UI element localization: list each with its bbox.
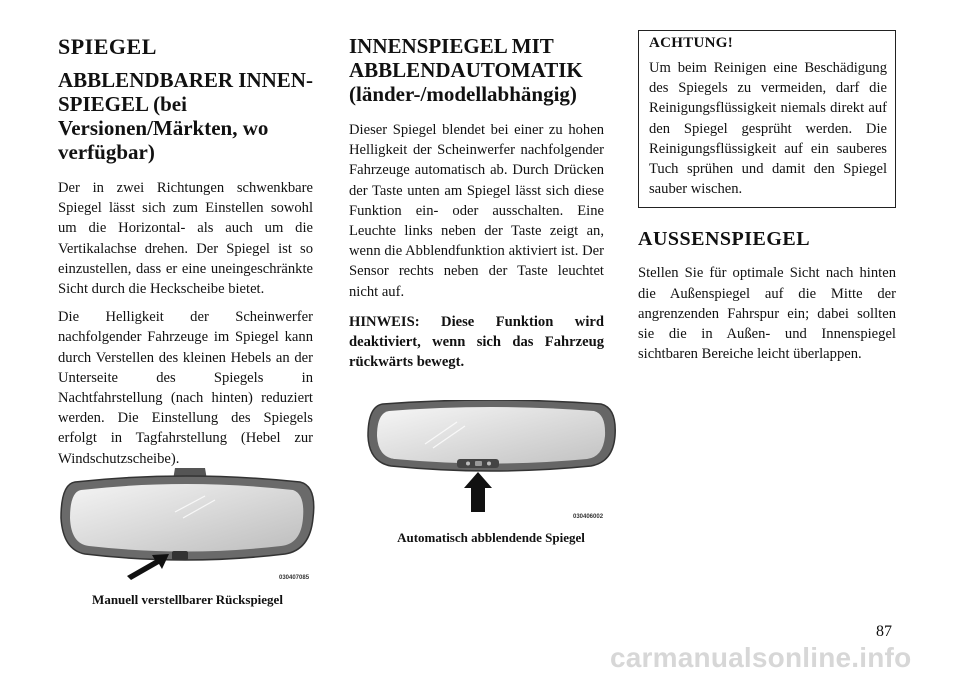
- page-number: 87: [876, 623, 892, 640]
- paragraph-mirror-adjust: Der in zwei Richtungen schwenkbare Spiegel lässt sich zum Einstellen sowohl um die Horizontal- als auch um die Vertikalachse drehen. Der Spiegel ist so einzustellen, dass er eine uneingeschränkte Sicht durch die Heckscheibe bietet.: [58, 180, 313, 298]
- warning-text: Um beim Reinigen eine Beschädigung des Spiegels zu vermeiden, darf die Reinigungsflüssigkeit niemals direkt auf den Spiegel gesprüht werden. Die Reinigungsflüssigkeit auf ein sauberes Tuch sprühen und damit den Spiegel sauber wischen.: [649, 60, 887, 198]
- subsection-title-dimmable-mirror: ABBLENDBARER INNEN-SPIEGEL (bei Versionen/Märkten, wo verfügbar): [58, 68, 313, 164]
- warning-box: [638, 30, 896, 208]
- figure-code: 030406002: [573, 514, 604, 520]
- watermark: carmanualsonline.info: [610, 642, 912, 673]
- manual-mirror-illustration: [55, 468, 320, 580]
- dim-lever: [172, 551, 188, 560]
- figure-code: 030407085: [279, 575, 310, 581]
- paragraph-outside-mirrors: Stellen Sie für optimale Sicht nach hinten die Außenspiegel auf die Mitte der angrenzenden Fahrspur ein; dabei sollten sie die in Außen- und Innenspiegel sichtbaren Bereiche leicht überlappen.: [638, 265, 896, 363]
- column-right: [638, 30, 896, 372]
- figure-caption-manual-mirror: Manuell verstellbarer Rückspiegel: [92, 592, 283, 607]
- section-title: SPIEGEL: [58, 34, 157, 59]
- subsection-title-auto-dim: INNENSPIEGEL MIT ABBLENDAUTOMATIK (länder-/modellabhängig): [349, 34, 583, 106]
- paragraph-auto-dim: Dieser Spiegel blendet bei einer zu hohen Helligkeit der Scheinwerfer nachfolgender Fahrzeuge automatisch ab. Durch Drücken der Taste unten am Spiegel lässt sich diese Funktion ein- oder ausschalten. Eine Leuchte links neben der Taste zeigt an, wenn die Abblendfunktion aktiviert ist. Der Sensor rechts neben der Taste leuchtet nicht auf.: [349, 122, 604, 300]
- column-left: [58, 30, 313, 477]
- arrow-up-icon: [464, 472, 492, 512]
- paragraph-night-position: Die Helligkeit der Scheinwerfer nachfolgender Fahrzeuge im Spiegel kann durch Verstellen des kleinen Hebels an der Unterseite des Spiegels in Nachtfahrstellung (nach hinten) reduziert werden. Die Einstellung des Spiegels erfolgt in Tagfahrstellung (Hebel zur Windschutzscheibe).: [58, 309, 313, 467]
- auto-dimming-mirror-illustration: [365, 400, 617, 528]
- note-reverse: HINWEIS: Diese Funktion wird deaktiviert, wenn sich das Fahrzeug rückwärts bewegt.: [349, 313, 604, 371]
- column-middle: [349, 30, 604, 372]
- warning-title: ACHTUNG!: [649, 35, 734, 51]
- subsection-title-outside-mirrors: AUSSENSPIEGEL: [638, 228, 811, 251]
- figure-caption-auto-mirror: Automatisch abblendende Spiegel: [397, 530, 585, 545]
